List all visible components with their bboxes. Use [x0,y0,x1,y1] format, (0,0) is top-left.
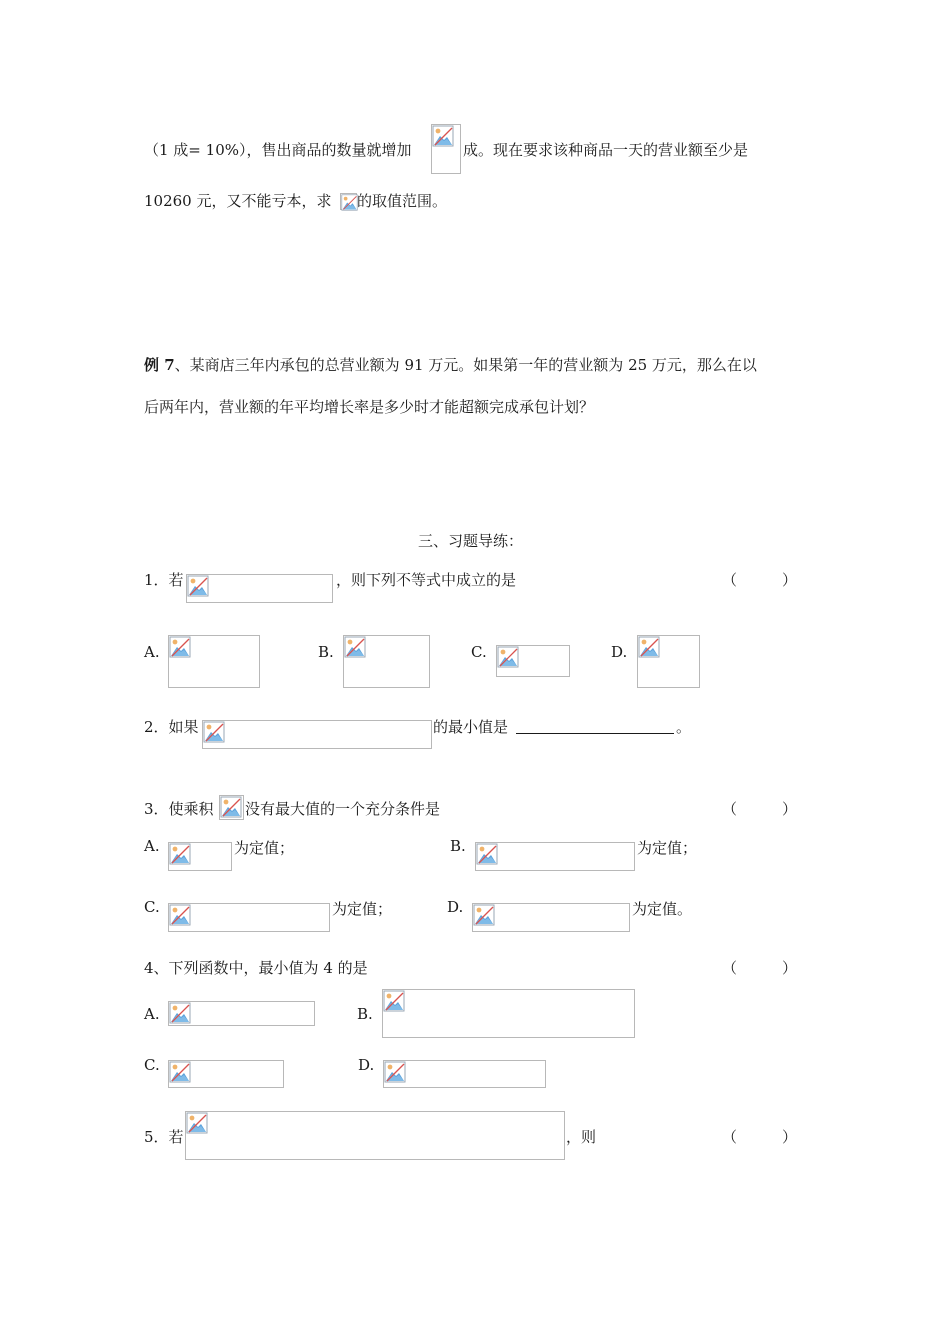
broken-image-icon [473,904,495,926]
broken-image-icon [476,843,498,865]
option-d-label: D. [358,1056,375,1074]
broken-image-icon [203,721,225,743]
q2-suffix: 的最小值是 [433,718,509,736]
answer-paren: （ ） [722,571,798,589]
broken-image-icon [186,1112,208,1134]
option-b-label: B. [357,1005,373,1023]
option-c-label: C. [144,1056,160,1074]
problem-line-2a: 10260 元，又不能亏本，求 [144,192,332,210]
option-b-image [343,635,430,688]
broken-image-icon [384,1061,406,1083]
formula-image [431,124,461,174]
answer-paren: （ ） [722,959,798,977]
option-a-label: A. [144,643,160,661]
formula-image [219,795,244,820]
option-b-label: B. [318,643,334,661]
formula-image [186,574,333,603]
formula-image [185,1111,565,1160]
broken-image-icon [383,990,405,1012]
broken-image-icon [187,575,209,597]
option-a-image [168,842,232,871]
option-d-label: D. [611,643,628,661]
problem-line-2b: 的取值范围。 [357,192,448,210]
q5-prefix: 5．若 [144,1128,184,1146]
answer-paren: （ ） [722,1128,798,1146]
broken-image-icon [169,1061,191,1083]
option-d-image [637,635,700,688]
broken-image-icon [341,194,358,211]
q1-suffix: ，则下列不等式中成立的是 [336,571,517,589]
option-c-suffix: 为定值； [332,900,393,918]
answer-blank[interactable] [516,733,674,734]
option-b-label: B. [450,837,466,855]
q3-suffix: 没有最大值的一个充分条件是 [245,800,441,818]
example-7-line-2: 后两年内，营业额的年平均增长率是多少时才能超额完成承包计划？ [144,398,595,416]
option-d-image [472,903,630,932]
option-b-image [382,989,635,1038]
broken-image-icon [169,1002,191,1024]
option-a-suffix: 为定值； [234,839,295,857]
problem-line-1a: （1 成= 10%），售出商品的数量就增加 [144,141,412,159]
option-d-suffix: 为定值。 [632,900,693,918]
option-c-image [168,903,330,932]
broken-image-icon [432,125,454,147]
formula-image [340,193,357,210]
q1-prefix: 1．若 [144,571,184,589]
broken-image-icon [169,904,191,926]
formula-image [202,720,432,749]
answer-paren: （ ） [722,800,798,818]
option-a-label: A. [144,1005,160,1023]
q5-suffix: ，则 [566,1128,597,1146]
option-a-image [168,1001,315,1026]
broken-image-icon [497,646,519,668]
broken-image-icon [220,796,242,818]
option-c-label: C. [144,898,160,916]
broken-image-icon [344,636,366,658]
problem-line-1b: 成。现在要求该种商品一天的营业额至少是 [463,141,749,159]
option-a-image [168,635,260,688]
broken-image-icon [169,636,191,658]
option-b-suffix: 为定值； [637,839,698,857]
broken-image-icon [169,843,191,865]
example-7-line-1 [144,354,757,375]
option-a-label: A. [144,837,160,855]
example-text: 、某商店三年内承包的总营业额为 91 万元。如果第一年的营业额为 25 万元，那么在以 [174,356,757,374]
section-title: 三、习题导练： [418,532,524,550]
q2-prefix: 2．如果 [144,718,199,736]
option-c-label: C. [471,643,487,661]
q2-end: 。 [676,718,692,736]
q4-text: 4、下列函数中，最小值为 4 的是 [144,959,368,977]
q3-prefix: 3．使乘积 [144,800,214,818]
option-c-image [168,1060,284,1088]
option-d-image [383,1060,546,1088]
option-c-image [496,645,570,677]
option-d-label: D. [447,898,464,916]
example-label: 例 7 [144,356,175,374]
option-b-image [475,842,635,871]
broken-image-icon [638,636,660,658]
